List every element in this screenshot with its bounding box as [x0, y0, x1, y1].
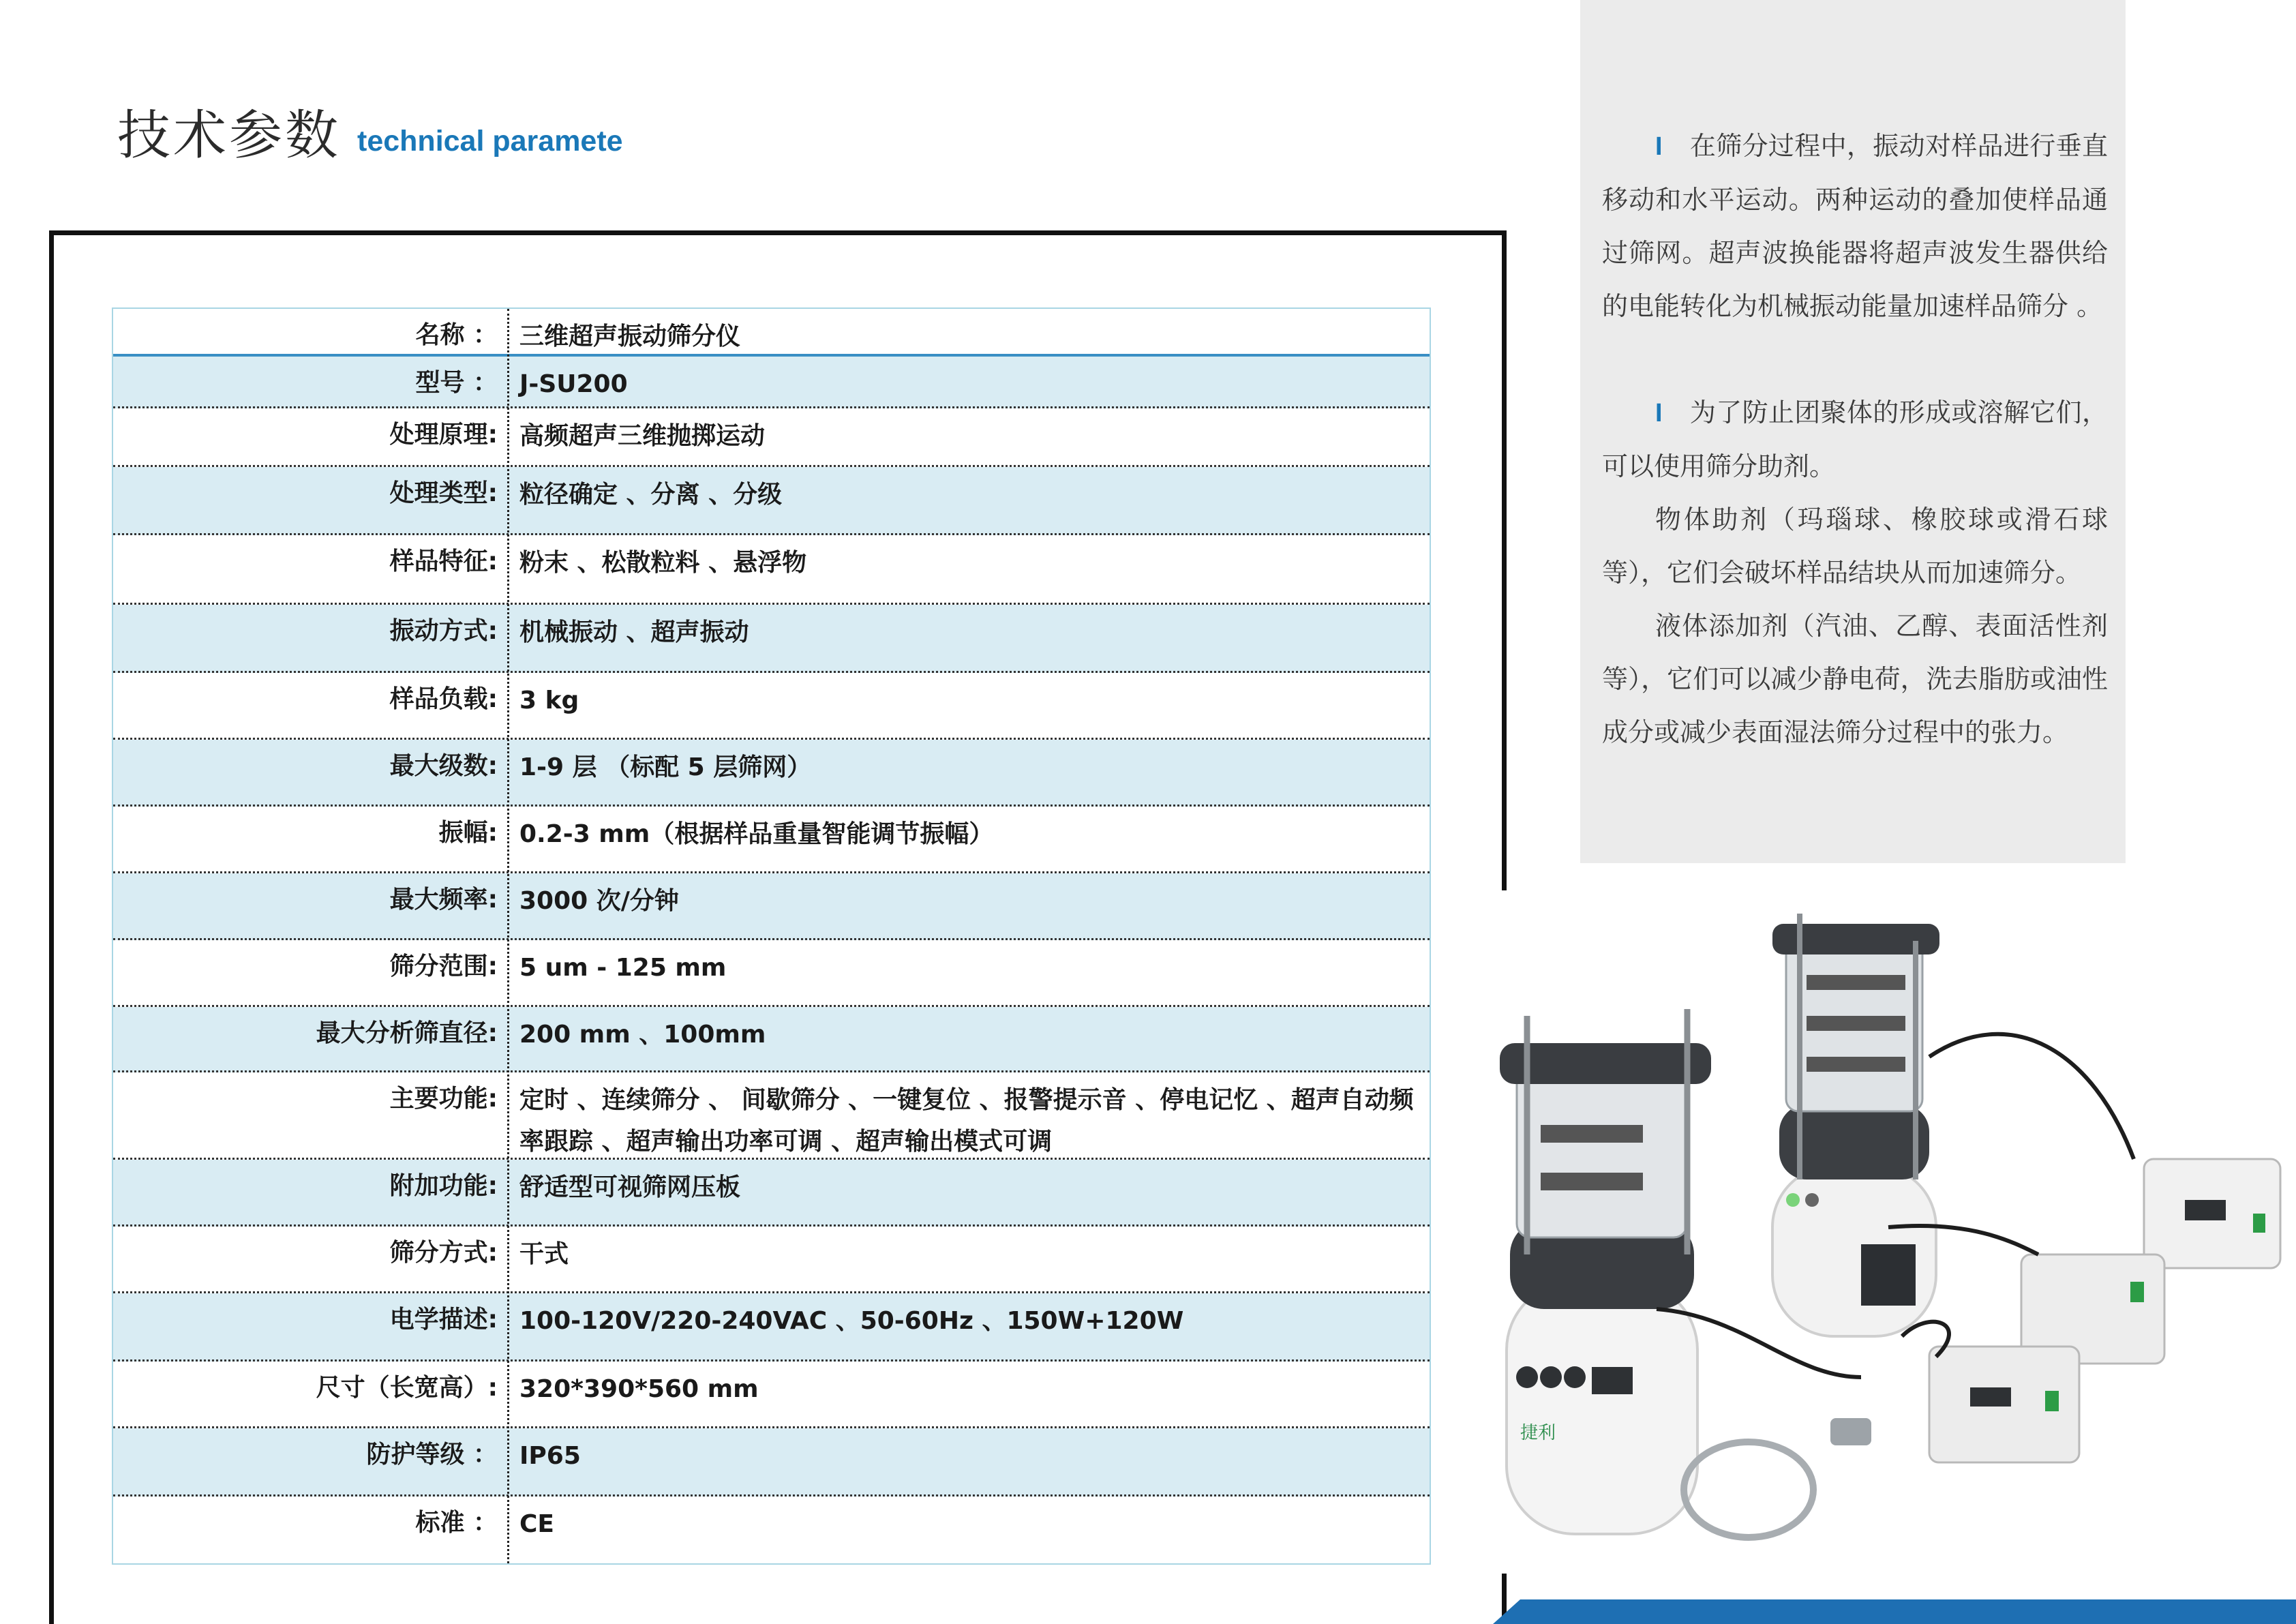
spec-value: 舒适型可视筛网压板: [519, 1173, 741, 1201]
spec-row-vibration-mode: [113, 605, 1430, 673]
spec-value: 粉末 、松散粒料 、悬浮物: [519, 549, 807, 577]
spec-label: 名称 ：: [415, 321, 498, 349]
spec-row-main-functions: [113, 1072, 1430, 1160]
spec-row-electrical: [113, 1293, 1430, 1362]
spec-row-dimensions: [113, 1362, 1430, 1428]
rear-sieve-shaker: [1772, 914, 1939, 1336]
spec-label: 样品特征:: [389, 547, 498, 575]
ultrasonic-generator-boxes: [1929, 1159, 2280, 1462]
spec-value: 粒径确定 、分离 、分级: [519, 481, 783, 509]
spec-value: CE: [519, 1510, 555, 1538]
description-paragraph: I 在筛分过程中，振动对样品进行垂直移动和水平运动。两种运动的叠加使样品通过筛网。超声波换能器将超声波发生器供给的电能转化为机械振动能量加速样品筛分 。: [1602, 131, 2108, 321]
spec-value: 1-9 层 （标配 5 层筛网）: [519, 753, 812, 781]
spec-label: 最大频率:: [389, 886, 498, 914]
spec-label: 主要功能:: [389, 1085, 498, 1113]
spec-row-extra-functions: [113, 1160, 1430, 1227]
spec-row-principle: [113, 408, 1430, 467]
spec-value: 5 um - 125 mm: [519, 954, 727, 982]
spec-row-model: [113, 357, 1430, 408]
frame-right-border: [1502, 230, 1507, 890]
transducer-ring: [1684, 1442, 1813, 1537]
spec-label: 样品负载:: [389, 685, 498, 713]
spec-value: 三维超声振动筛分仪: [519, 322, 741, 350]
frame-left-border: [49, 230, 54, 1624]
spec-row-max-diameter: [113, 1007, 1430, 1072]
spec-label: 防护等级 ：: [366, 1441, 498, 1469]
spec-table: [112, 307, 1431, 1565]
svg-text:捷利: 捷利: [1520, 1422, 1556, 1443]
bullet-bar-icon: I: [1655, 399, 1663, 427]
title-en: technical paramete: [357, 125, 623, 157]
page-title: [117, 105, 623, 166]
spec-row-max-layers: [113, 740, 1430, 807]
spec-value: 100-120V/220-240VAC 、50-60Hz 、150W+120W: [519, 1307, 1184, 1335]
spec-label: 电学描述:: [389, 1306, 498, 1334]
spec-label: 处理类型:: [389, 479, 498, 507]
spec-label: 筛分方式:: [389, 1239, 498, 1267]
spec-value: 高频超声三维抛掷运动: [519, 422, 766, 450]
spec-value: 定时 、连续筛分 、 间歇筛分 、一键复位 、报警提示音 、停电记忆 、超声自动频率跟踪 、超声输出功率可调 、超声输出模式可调: [519, 1086, 1414, 1156]
transducer-head: [1830, 1418, 1871, 1445]
spec-value: 3000 次/分钟: [519, 887, 679, 915]
spec-label: 振幅:: [438, 819, 498, 847]
front-sieve-shaker: [1500, 1009, 1711, 1534]
spec-row-sieve-mode: [113, 1227, 1430, 1293]
description-text: [1602, 119, 2108, 759]
spec-label: 标准 ：: [415, 1509, 498, 1537]
spec-value: IP65: [519, 1442, 581, 1470]
spec-value: 干式: [519, 1240, 569, 1268]
spec-label: 附加功能:: [389, 1172, 498, 1200]
spec-value: 机械振动 、超声振动: [519, 618, 749, 646]
spec-row-protection: [113, 1428, 1430, 1497]
spec-value: 200 mm 、100mm: [519, 1021, 766, 1049]
spec-row-standard: [113, 1497, 1430, 1563]
spec-label: 最大分析筛直径:: [316, 1019, 498, 1047]
spec-label: 型号 ：: [415, 369, 498, 397]
spec-label: 振动方式:: [389, 617, 498, 645]
frame-top-border: [49, 230, 1507, 235]
spec-row-amplitude: [113, 807, 1430, 873]
spec-label: 最大级数:: [389, 752, 498, 780]
spec-row-name: [113, 309, 1430, 357]
title-cn: 技术参数: [117, 105, 342, 166]
spec-value: 320*390*560 mm: [519, 1375, 759, 1403]
spec-row-load: [113, 673, 1430, 740]
spec-label: 处理原理:: [389, 421, 498, 449]
spec-row-process-type: [113, 467, 1430, 535]
bottom-accent-band: [1493, 1599, 2296, 1624]
description-paragraph: I 为了防止团聚体的形成或溶解它们，可以使用筛分助剂。: [1602, 397, 2108, 481]
product-photo: [1452, 900, 2296, 1575]
description-paragraph: 液体添加剂（汽油、乙醇、表面活性剂等），它们可以减少静电荷，洗去脂肪或油性成分或减少表面湿法筛分过程中的张力。: [1602, 611, 2108, 747]
spec-row-sample-feature: [113, 535, 1430, 605]
spec-label: 尺寸（长宽高）:: [316, 1374, 498, 1402]
description-paragraph: 物体助剂（玛瑙球、橡胶球或滑石球等），它们会破坏样品结块从而加速筛分。: [1602, 505, 2108, 588]
spec-row-sieve-range: [113, 940, 1430, 1007]
spec-label: 筛分范围:: [389, 952, 498, 980]
table-column-divider: [507, 309, 509, 1563]
spec-value: 0.2-3 mm（根据样品重量智能调节振幅）: [519, 820, 994, 848]
spec-row-max-frequency: [113, 873, 1430, 940]
spec-value: 3 kg: [519, 687, 579, 715]
bullet-bar-icon: I: [1655, 132, 1663, 161]
spec-value: J-SU200: [519, 370, 628, 398]
